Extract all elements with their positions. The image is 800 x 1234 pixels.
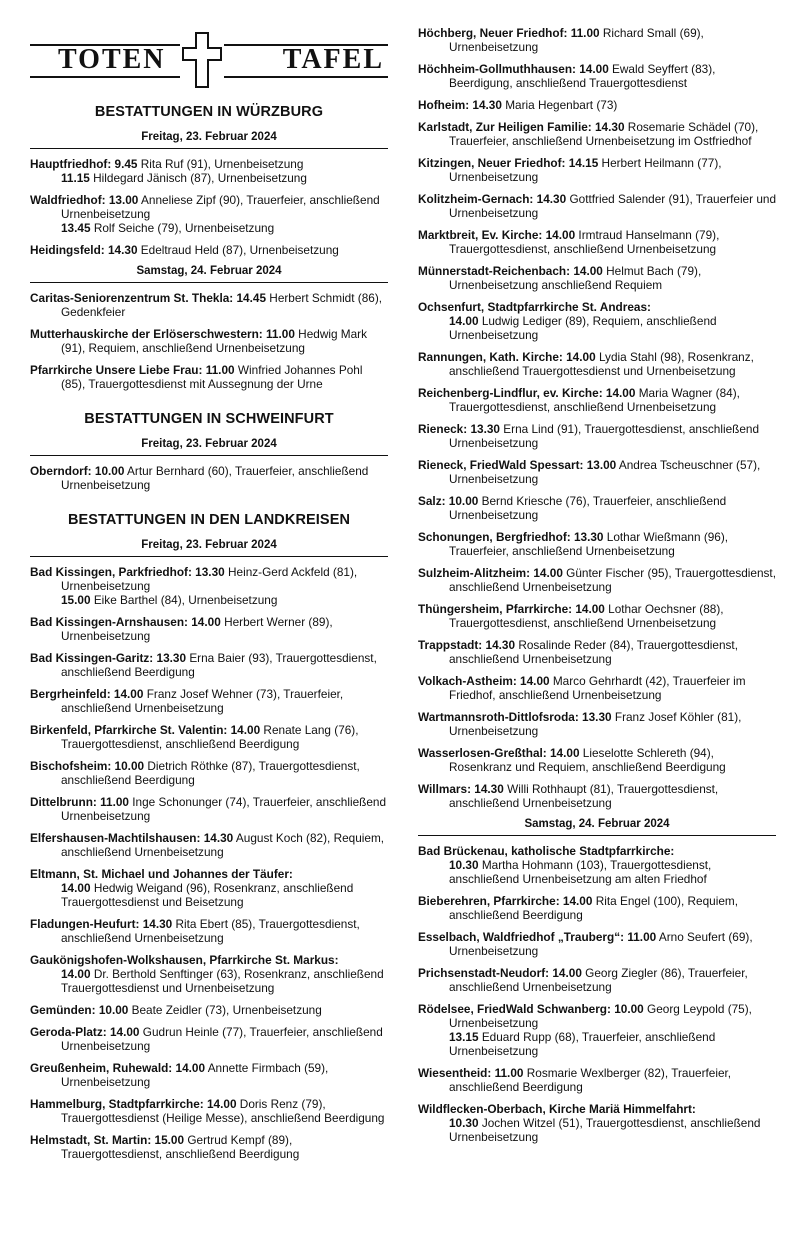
entry-place: Gaukönigshofen-Wolkshausen, Pfarrkirche St. Markus: xyxy=(30,953,339,967)
entry-text: Rita Engel (100), Requiem, xyxy=(595,894,738,908)
list-item xyxy=(418,674,776,702)
entry-cont: Trauergottesdienst und Beisetzung xyxy=(61,895,244,909)
entry-place: Willmars: 14.30 xyxy=(418,782,504,796)
entry-place: Mutterhauskirche der Erlöserschwestern: 11.00 xyxy=(30,327,295,341)
entry-place: Gemünden: 10.00 xyxy=(30,1003,129,1017)
list-item xyxy=(30,327,388,355)
date-heading: Freitag, 23. Februar 2024 xyxy=(30,131,388,149)
entry-place: Bischofsheim: 10.00 xyxy=(30,759,145,773)
list-item xyxy=(418,120,776,148)
entry-cont: Urnenbeisetzung xyxy=(449,1130,539,1144)
entry-place: Fladungen-Heufurt: 14.30 xyxy=(30,917,173,931)
entry-text: Rosemarie Schädel (70), xyxy=(627,120,759,134)
list-item xyxy=(418,530,776,558)
entry-place: Eltmann, St. Michael und Johannes der Täufer: xyxy=(30,867,293,881)
entry-cont: (85), Trauergottesdienst mit Aussegnung der Urne xyxy=(61,377,323,391)
entry-text: Franz Josef Köhler (81), xyxy=(614,710,742,724)
entry-text: Lothar Oechsner (88), xyxy=(608,602,724,616)
entry-place: Rieneck, FriedWald Spessart: 13.00 xyxy=(418,458,617,472)
entry-text: Dietrich Röthke (87), Trauergottesdienst, xyxy=(147,759,360,773)
entry-cont: Urnenbeisetzung xyxy=(449,436,539,450)
list-item xyxy=(418,710,776,738)
entry-place: Sulzheim-Alitzheim: 14.00 xyxy=(418,566,563,580)
entry-cont: anschließend Trauergottesdienst und Urnenbeisetzung xyxy=(449,364,736,378)
entry-cont: Urnenbeisetzung xyxy=(449,944,539,958)
entry-text: Richard Small (69), xyxy=(602,26,704,40)
list-item xyxy=(418,1002,776,1058)
entry-text: Herbert Heilmann (77), xyxy=(601,156,722,170)
entry-cont: Urnenbeisetzung xyxy=(449,170,539,184)
entry-time: 13.15 xyxy=(449,1030,479,1044)
section-title-wuerzburg: BESTATTUNGEN IN WÜRZBURG xyxy=(94,104,324,120)
entry-cont: anschließend Urnenbeisetzung xyxy=(61,701,224,715)
list-item xyxy=(418,894,776,922)
entry-text: Erna Baier (93), Trauergottesdienst, xyxy=(189,651,377,665)
entry-cont: anschließend Urnenbeisetzung xyxy=(449,580,612,594)
entry-cont: Trauergottesdienst (Heilige Messe), anschließend Beerdigung xyxy=(61,1111,385,1125)
entry-place: Dittelbrunn: 11.00 xyxy=(30,795,129,809)
entry-text: Georg Ziegler (86), Trauerfeier, xyxy=(585,966,748,980)
date-heading: Samstag, 24. Februar 2024 xyxy=(30,265,388,283)
list-item xyxy=(418,192,776,220)
entry-place: Rieneck: 13.30 xyxy=(418,422,500,436)
entry-cont: Trauergottesdienst, anschließend Beerdigung xyxy=(61,1147,300,1161)
entry-text: Anneliese Zipf (90), Trauerfeier, anschließend xyxy=(141,193,380,207)
entry-text: Heinz-Gerd Ackfeld (81), xyxy=(228,565,358,579)
list-item xyxy=(30,651,388,679)
entry-cont: Urnenbeisetzung xyxy=(449,472,539,486)
entry-text: Martha Hohmann (103), Trauergottesdienst, xyxy=(481,858,712,872)
entry-cont: Urnenbeisetzung xyxy=(449,328,539,342)
list-item xyxy=(30,953,388,995)
entry-cont: anschließend Urnenbeisetzung xyxy=(449,796,612,810)
entry-cont: anschließend Urnenbeisetzung xyxy=(449,980,612,994)
left-column xyxy=(30,0,388,1169)
entry-time: 14.00 xyxy=(449,314,479,328)
list-item xyxy=(30,193,388,235)
entry-place: Bad Kissingen-Garitz: 13.30 xyxy=(30,651,187,665)
entry-text: Doris Renz (79), xyxy=(239,1097,326,1111)
list-item xyxy=(30,1133,388,1161)
entry-cont: Urnenbeisetzung xyxy=(61,629,151,643)
entry-text: Maria Wagner (84), xyxy=(638,386,740,400)
section-title-schweinfurt: BESTATTUNGEN IN SCHWEINFURT xyxy=(84,411,334,427)
entry-cont: anschließend Urnenbeisetzung xyxy=(449,652,612,666)
entry-cont: Rosenkranz und Requiem, anschließend Beerdigung xyxy=(449,760,726,774)
entry-text: Jochen Witzel (51), Trauergottesdienst, anschließend xyxy=(481,1116,761,1130)
list-item xyxy=(418,386,776,414)
entry-cont: Friedhof, anschließend Urnenbeisetzung xyxy=(449,688,662,702)
entry-place: Bieberehren, Pfarrkirche: 14.00 xyxy=(418,894,593,908)
list-item xyxy=(30,723,388,751)
entry-text: Hedwig Mark xyxy=(298,327,368,341)
entry-text: Artur Bernhard (60), Trauerfeier, anschließend xyxy=(127,464,369,478)
list-item xyxy=(418,350,776,378)
entry-place: Hofheim: 14.30 xyxy=(418,98,502,112)
list-item xyxy=(418,98,776,112)
entry-cont: anschließend Beerdigung xyxy=(449,1080,583,1094)
entry-place: Volkach-Astheim: 14.00 xyxy=(418,674,550,688)
entry-cont: Beerdigung, anschließend Trauergottesdienst xyxy=(449,76,688,90)
entry-cont: anschließend Urnenbeisetzung xyxy=(61,931,224,945)
entry-cont: Gedenkfeier xyxy=(61,305,126,319)
entry-text: Günter Fischer (95), Trauergottesdienst, xyxy=(566,566,776,580)
entry-place: Reichenberg-Lindflur, ev. Kirche: 14.00 xyxy=(418,386,636,400)
entry-text: Hildegard Jänisch (87), Urnenbeisetzung xyxy=(93,171,307,185)
list-item xyxy=(418,1066,776,1094)
entry-text: Annette Firmbach (59), xyxy=(207,1061,329,1075)
entry-place: Geroda-Platz: 14.00 xyxy=(30,1025,140,1039)
entry-text: Lieselotte Schlereth (94), xyxy=(582,746,714,760)
entry-text: Rolf Seiche (79), Urnenbeisetzung xyxy=(93,221,275,235)
entry-cont: Urnenbeisetzung xyxy=(61,478,151,492)
entry-time: 14.00 xyxy=(61,881,91,895)
entry-place: Salz: 10.00 xyxy=(418,494,479,508)
list-item xyxy=(418,62,776,90)
entry-cont: Trauergottesdienst, anschließend Urnenbeisetzung xyxy=(449,616,717,630)
list-item xyxy=(30,917,388,945)
list-item xyxy=(418,966,776,994)
entry-text: Rita Ebert (85), Trauergottesdienst, xyxy=(175,917,360,931)
list-item xyxy=(30,615,388,643)
entry-text: Erna Lind (91), Trauergottesdienst, anschließend xyxy=(503,422,760,436)
entry-time: 10.30 xyxy=(449,858,479,872)
entry-time: 14.00 xyxy=(61,967,91,981)
list-item xyxy=(30,795,388,823)
entry-place: Wartmannsroth-Dittlofsroda: 13.30 xyxy=(418,710,612,724)
entry-place: Waldfriedhof: 13.00 xyxy=(30,193,139,207)
entry-text: Rosalinde Reder (84), Trauergottesdienst, xyxy=(518,638,738,652)
entry-cont: Urnenbeisetzung xyxy=(61,1039,151,1053)
list-item xyxy=(30,363,388,391)
list-item xyxy=(418,566,776,594)
cross-icon xyxy=(180,30,224,90)
entry-place: Hammelburg, Stadtpfarrkirche: 14.00 xyxy=(30,1097,237,1111)
entry-text: Eduard Rupp (68), Trauerfeier, anschließend xyxy=(481,1030,716,1044)
entry-text: Hedwig Weigand (96), Rosenkranz, anschließend xyxy=(93,881,354,895)
entry-place: Pfarrkirche Unsere Liebe Frau: 11.00 xyxy=(30,363,235,377)
list-item xyxy=(30,1003,388,1017)
list-item xyxy=(418,228,776,256)
entry-text: Arno Seufert (69), xyxy=(658,930,753,944)
entry-place: Bad Brückenau, katholische Stadtpfarrkirche: xyxy=(418,844,675,858)
entry-cont: Urnenbeisetzung xyxy=(449,508,539,522)
date-heading: Freitag, 23. Februar 2024 xyxy=(30,438,388,456)
list-item xyxy=(418,156,776,184)
entry-place: Wildflecken-Oberbach, Kirche Mariä Himmelfahrt: xyxy=(418,1102,696,1116)
entry-text: Lothar Wießmann (96), xyxy=(606,530,729,544)
list-item xyxy=(30,157,388,185)
entry-place: Greußenheim, Ruhewald: 14.00 xyxy=(30,1061,206,1075)
entry-cont: Urnenbeisetzung xyxy=(61,207,151,221)
entry-place: Höchberg, Neuer Friedhof: 11.00 xyxy=(418,26,600,40)
entry-cont: anschließend Beerdigung xyxy=(449,908,583,922)
entry-cont: Urnenbeisetzung xyxy=(61,1075,151,1089)
entry-cont: anschließend Urnenbeisetzung am alten Friedhof xyxy=(449,872,707,886)
list-item xyxy=(30,464,388,492)
entry-place: Elfershausen-Machtilshausen: 14.30 xyxy=(30,831,234,845)
entry-place: Rödelsee, FriedWald Schwanberg: 10.00 xyxy=(418,1002,644,1016)
entry-text: Eike Barthel (84), Urnenbeisetzung xyxy=(93,593,278,607)
section-title-landkreise: BESTATTUNGEN IN DEN LANDKREISEN xyxy=(67,512,351,528)
entry-cont: Urnenbeisetzung xyxy=(449,1016,539,1030)
entry-place: Trappstadt: 14.30 xyxy=(418,638,516,652)
list-item xyxy=(30,291,388,319)
list-item xyxy=(30,759,388,787)
entry-text: Dr. Berthold Senftinger (63), Rosenkranz, anschließend xyxy=(93,967,384,981)
list-item xyxy=(418,930,776,958)
list-item xyxy=(30,565,388,607)
landkreise-list-right xyxy=(418,26,776,810)
entry-time: 11.15 xyxy=(61,171,90,185)
list-item xyxy=(418,602,776,630)
entry-text: Gertrud Kempf (89), xyxy=(187,1133,293,1147)
entry-text: Willi Rothhaupt (81), Trauergottesdienst, xyxy=(507,782,719,796)
entry-place: Caritas-Seniorenzentrum St. Thekla: 14.45 xyxy=(30,291,267,305)
entry-text: Rita Ruf (91), Urnenbeisetzung xyxy=(140,157,304,171)
entry-place: Ochsenfurt, Stadtpfarrkirche St. Andreas: xyxy=(418,300,651,314)
entry-text: Franz Josef Wehner (73), Trauerfeier, xyxy=(146,687,344,701)
entry-time: 10.30 xyxy=(449,1116,479,1130)
entry-text: Ewald Seyffert (83), xyxy=(612,62,716,76)
list-item xyxy=(30,1097,388,1125)
entry-cont: Trauergottesdienst, anschließend Urnenbeisetzung xyxy=(449,242,717,256)
list-item xyxy=(30,687,388,715)
entry-place: Schonungen, Bergfriedhof: 13.30 xyxy=(418,530,604,544)
entry-place: Kolitzheim-Gernach: 14.30 xyxy=(418,192,567,206)
entry-cont: Urnenbeisetzung xyxy=(449,724,539,738)
entry-place: Prichsenstadt-Neudorf: 14.00 xyxy=(418,966,582,980)
entry-cont: anschließend Beerdigung xyxy=(61,665,195,679)
entry-text: Winfried Johannes Pohl xyxy=(237,363,363,377)
entry-time: 15.00 xyxy=(61,593,91,607)
entry-cont: Trauergottesdienst, anschließend Urnenbeisetzung xyxy=(449,400,717,414)
list-item xyxy=(418,422,776,450)
list-item xyxy=(418,300,776,342)
entry-place: Wasserlosen-Greßthal: 14.00 xyxy=(418,746,580,760)
list-item xyxy=(418,494,776,522)
entry-text: Gudrun Heinle (77), Trauerfeier, anschließend xyxy=(142,1025,383,1039)
list-item xyxy=(418,844,776,886)
list-item xyxy=(30,1061,388,1089)
list-item xyxy=(30,831,388,859)
entry-place: Rannungen, Kath. Kirche: 14.00 xyxy=(418,350,596,364)
entry-text: Inge Schonunger (74), Trauerfeier, anschließend xyxy=(132,795,387,809)
right-column xyxy=(418,26,776,1152)
entry-place: Kitzingen, Neuer Friedhof: 14.15 xyxy=(418,156,599,170)
masthead-left-word: TOTEN xyxy=(58,44,166,75)
entry-text: Rosmarie Wexlberger (82), Trauerfeier, xyxy=(526,1066,732,1080)
entry-cont: anschließend Beerdigung xyxy=(61,773,195,787)
entry-text: Irmtraud Hanselmann (79), xyxy=(578,228,720,242)
entry-text: Renate Lang (76), xyxy=(263,723,359,737)
entry-place: Karlstadt, Zur Heiligen Familie: 14.30 xyxy=(418,120,625,134)
entry-text: Herbert Schmidt (86), xyxy=(269,291,383,305)
entry-cont: (91), Requiem, anschließend Urnenbeisetzung xyxy=(61,341,305,355)
entry-text: Gottfried Salender (91), Trauerfeier und xyxy=(569,192,777,206)
entry-cont: Urnenbeisetzung xyxy=(61,579,151,593)
entry-text: Herbert Werner (89), xyxy=(224,615,333,629)
entry-place: Bad Kissingen-Arnshausen: 14.00 xyxy=(30,615,221,629)
entry-time: 13.45 xyxy=(61,221,91,235)
entry-text: Marco Gehrhardt (42), Trauerfeier im xyxy=(552,674,746,688)
entry-text: Edeltraud Held (87), Urnenbeisetzung xyxy=(140,243,339,257)
landkreise-list-saturday xyxy=(418,844,776,1144)
entry-place: Höchheim-Gollmuthhausen: 14.00 xyxy=(418,62,609,76)
list-item xyxy=(418,264,776,292)
entry-text: Andrea Tscheuschner (57), xyxy=(618,458,761,472)
list-item xyxy=(418,638,776,666)
entry-cont: Urnenbeisetzung anschließend Requiem xyxy=(449,278,663,292)
list-item xyxy=(418,782,776,810)
list-item xyxy=(418,458,776,486)
entry-place: Bergrheinfeld: 14.00 xyxy=(30,687,144,701)
entry-text: Beate Zeidler (73), Urnenbeisetzung xyxy=(131,1003,322,1017)
entry-place: Hauptfriedhof: 9.45 xyxy=(30,157,138,171)
entry-text: August Koch (82), Requiem, xyxy=(235,831,385,845)
entry-place: Münnerstadt-Reichenbach: 14.00 xyxy=(418,264,603,278)
date-heading: Freitag, 23. Februar 2024 xyxy=(30,539,388,557)
entry-cont: Urnenbeisetzung xyxy=(449,206,539,220)
list-item xyxy=(30,243,388,257)
entry-text: Georg Leypold (75), xyxy=(647,1002,752,1016)
entry-text: Ludwig Lediger (89), Requiem, anschließend xyxy=(481,314,717,328)
entry-cont: Trauergottesdienst und Urnenbeisetzung xyxy=(61,981,275,995)
entry-place: Marktbreit, Ev. Kirche: 14.00 xyxy=(418,228,576,242)
entry-cont: Urnenbeisetzung xyxy=(449,40,539,54)
entry-text: Lydia Stahl (98), Rosenkranz, xyxy=(598,350,754,364)
entry-text: Helmut Bach (79), xyxy=(606,264,702,278)
entry-place: Wiesentheid: 11.00 xyxy=(418,1066,524,1080)
list-item xyxy=(418,746,776,774)
list-item xyxy=(418,26,776,54)
entry-place: Esselbach, Waldfriedhof „Trauberg“: 11.00 xyxy=(418,930,657,944)
entry-cont: Urnenbeisetzung xyxy=(61,809,151,823)
entry-place: Heidingsfeld: 14.30 xyxy=(30,243,138,257)
masthead xyxy=(30,30,388,98)
entry-place: Thüngersheim, Pfarrkirche: 14.00 xyxy=(418,602,605,616)
entry-cont: Urnenbeisetzung xyxy=(449,1044,539,1058)
landkreise-list-left xyxy=(30,565,388,1161)
entry-place: Bad Kissingen, Parkfriedhof: 13.30 xyxy=(30,565,225,579)
entry-text: Bernd Kriesche (76), Trauerfeier, anschließend xyxy=(481,494,727,508)
entry-place: Oberndorf: 10.00 xyxy=(30,464,125,478)
list-item xyxy=(418,1102,776,1144)
entry-place: Helmstadt, St. Martin: 15.00 xyxy=(30,1133,185,1147)
entry-place: Birkenfeld, Pfarrkirche St. Valentin: 14.00 xyxy=(30,723,261,737)
entry-cont: anschließend Urnenbeisetzung xyxy=(61,845,224,859)
entry-text: Maria Hegenbart (73) xyxy=(505,98,618,112)
list-item xyxy=(30,1025,388,1053)
list-item xyxy=(30,867,388,909)
entry-cont: Trauerfeier, anschließend Urnenbeisetzung im Ostfriedhof xyxy=(449,134,752,148)
masthead-right-word: TAFEL xyxy=(282,44,384,75)
entry-cont: Trauerfeier, anschließend Urnenbeisetzung xyxy=(449,544,675,558)
entry-cont: Trauergottesdienst, anschließend Beerdigung xyxy=(61,737,300,751)
date-heading: Samstag, 24. Februar 2024 xyxy=(418,818,776,836)
